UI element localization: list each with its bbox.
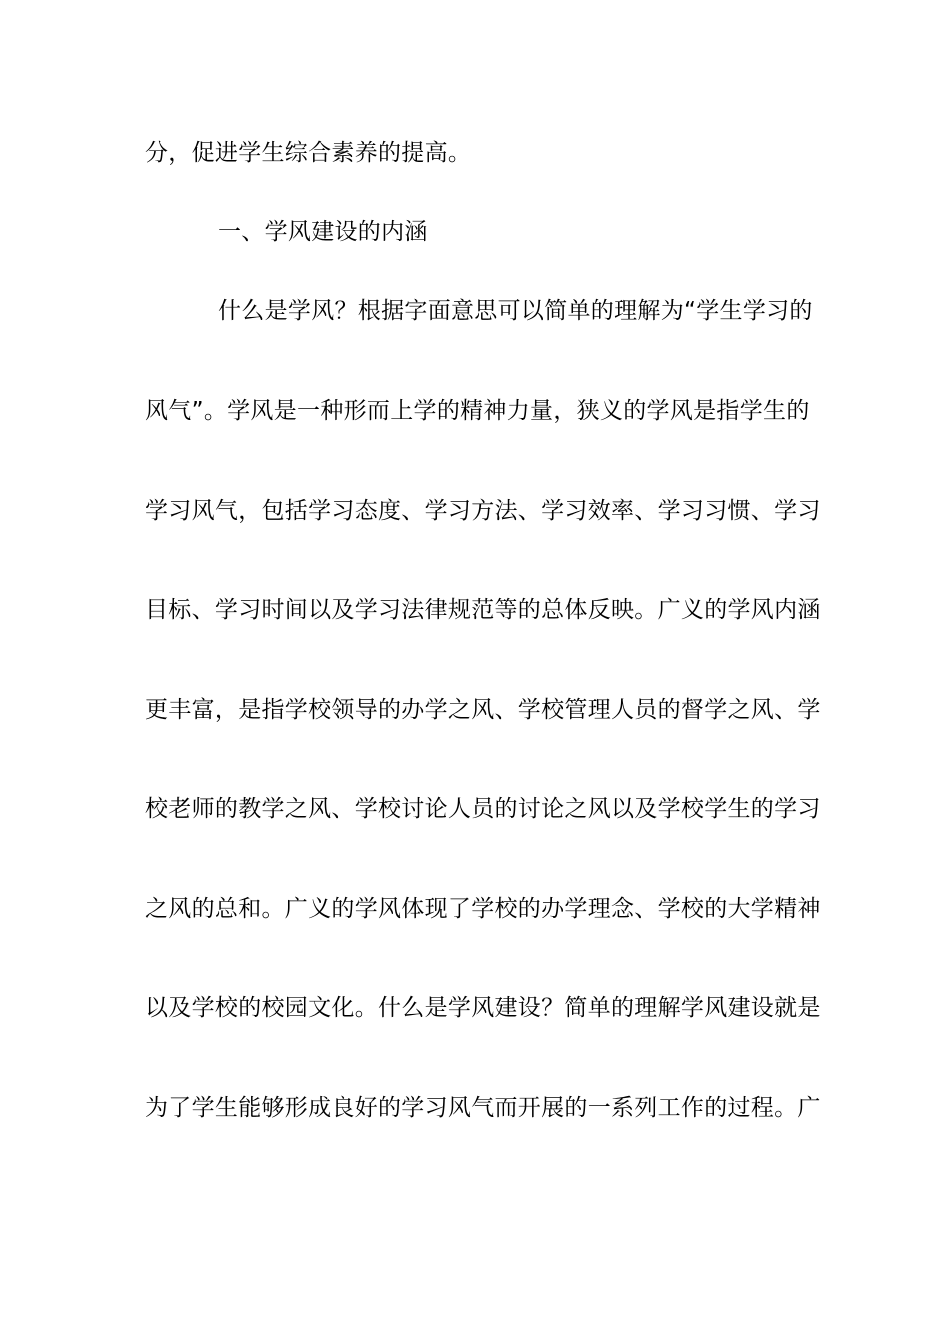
section-heading: 一、学风建设的内涵	[218, 219, 428, 245]
paragraph-line: 之风的总和。广义的学风体现了学校的办学理念、学校的大学精神	[145, 896, 821, 922]
paragraph-line-first: 什么是学风？根据字面意思可以简单的理解为“学生学习的	[218, 298, 813, 324]
paragraph-line: 以及学校的校园文化。什么是学风建设？简单的理解学风建设就是	[145, 995, 821, 1021]
paragraph-line: 校老师的教学之风、学校讨论人员的讨论之风以及学校学生的学习	[145, 796, 821, 822]
paragraph-line: 更丰富，是指学校领导的办学之风、学校管理人员的督学之风、学	[145, 697, 821, 723]
paragraph-line: 风气”。学风是一种形而上学的精神力量，狭义的学风是指学生的	[145, 398, 810, 424]
paragraph-line: 为了学生能够形成良好的学习风气而开展的一系列工作的过程。广	[145, 1095, 821, 1121]
paragraph-line-continuation: 分，促进学生综合素养的提高。	[145, 140, 472, 166]
paragraph-line: 学习风气，包括学习态度、学习方法、学习效率、学习习惯、学习	[145, 498, 821, 524]
paragraph-line: 目标、学习时间以及学习法律规范等的总体反映。广义的学风内涵	[145, 597, 821, 623]
